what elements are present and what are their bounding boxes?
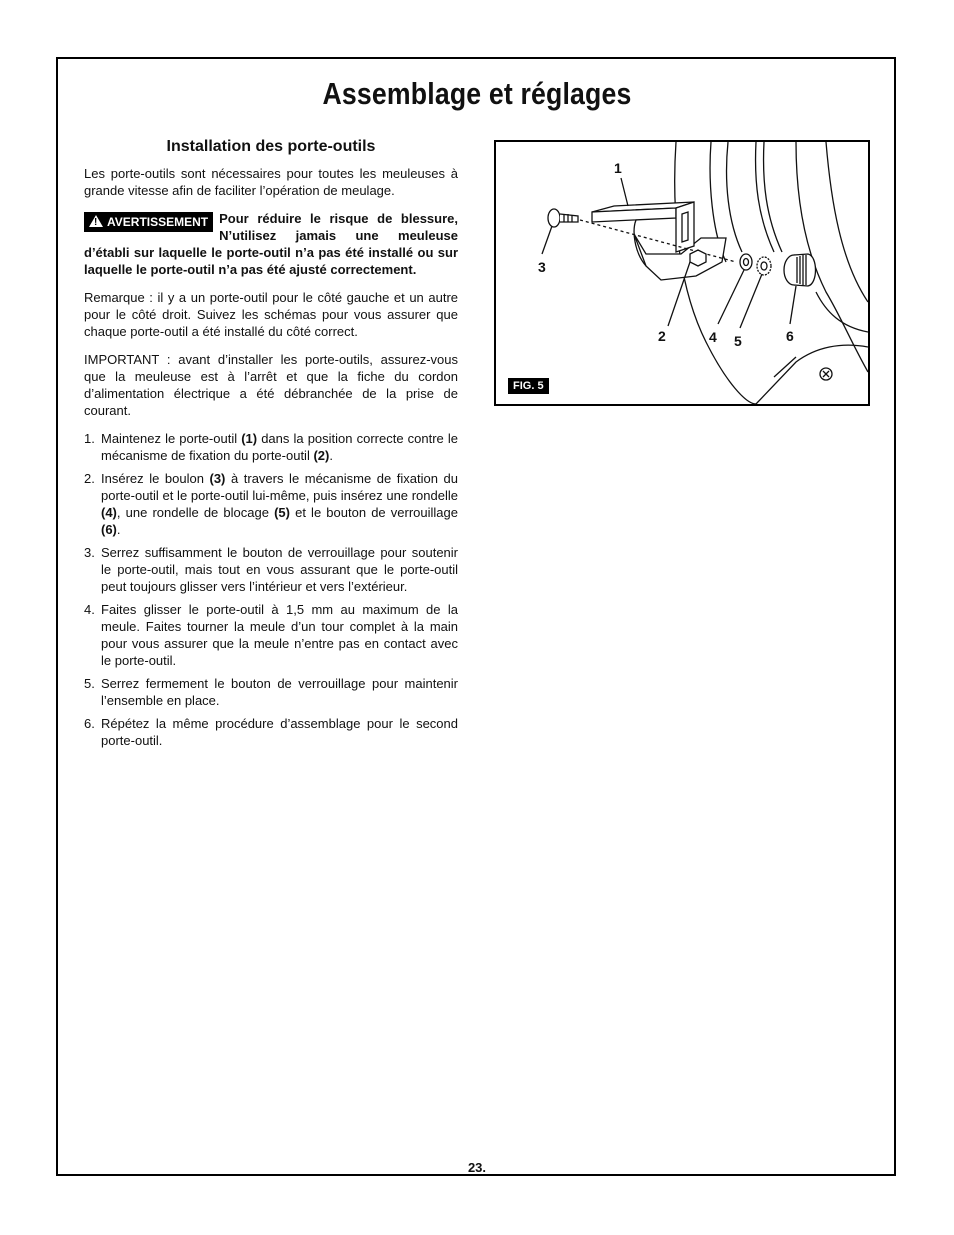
callout-2: 2 — [658, 328, 666, 344]
step-number: 3. — [84, 545, 95, 560]
callout-3: 3 — [538, 259, 546, 275]
step-text: . — [116, 522, 121, 537]
figure-label: FIG. 5 — [508, 378, 549, 394]
step-text: dans la position correcte contre le mécanisme de fixation du porte-outil — [101, 431, 458, 463]
page-number: 23. — [467, 1160, 487, 1175]
part-reference: (4) — [101, 505, 117, 520]
warning-block — [84, 210, 458, 278]
warning-badge — [84, 212, 213, 232]
warning-triangle-icon: ! — [89, 215, 103, 227]
part-reference: (5) — [274, 505, 290, 520]
step-number: 6. — [84, 716, 95, 731]
step-text: à travers le mécanisme de fixation du porte-outil et le porte-outil lui-même, puis insérez une rondelle — [101, 471, 459, 503]
step-text: . — [329, 448, 333, 463]
step-number: 4. — [84, 602, 95, 617]
step-item — [84, 715, 458, 749]
step-text: Serrez suffisamment le bouton de verrouillage pour soutenir le porte-outil, mais tout en vous assurant que le porte-outil peut toujours glisser vers l’intérieur et vers l’extérieur. — [101, 545, 458, 594]
note-paragraph: Remarque : il y a un porte-outil pour le côté gauche et un autre pour le côté droit. Suivez les schémas pour vous assurer que chaque porte-outil a été installé du côté correct. — [84, 290, 458, 339]
warning-text: Pour réduire le risque de blessure, N’utilisez jamais une meuleuse d’établi sur laquelle le porte-outil n’a pas été installé ou sur laquelle le porte-outil n’a pas été ajusté correctement. — [84, 211, 458, 277]
main-column — [84, 138, 458, 755]
step-number: 1. — [84, 431, 95, 446]
step-text: Insérez le boulon — [101, 471, 210, 486]
step-number: 5. — [84, 676, 95, 691]
part-reference: (3) — [209, 471, 226, 486]
step-item — [84, 601, 458, 669]
part-reference: (6) — [101, 522, 117, 537]
page-title: Assemblage et réglages — [322, 76, 632, 111]
section-heading: Installation des porte-outils — [166, 138, 376, 155]
step-text: Faites glisser le porte-outil à 1,5 mm au maximum de la meule. Faites tourner la meule d’un tour complet à la main pour vous assurer que la meule n’entre pas en contact avec le porte-outil. — [101, 602, 458, 668]
step-text: et le bouton de verrouillage — [289, 505, 458, 520]
important-paragraph: IMPORTANT : avant d’installer les porte-outils, assurez-vous que la meuleuse est à l’arrêt et que la fiche du cordon d’alimentation électrique a été débranchée de la prise de courant. — [84, 352, 458, 418]
step-item — [84, 544, 458, 595]
warning-badge-label: AVERTISSEMENT — [107, 215, 209, 229]
step-number: 2. — [84, 471, 95, 486]
step-item — [84, 675, 458, 709]
step-item — [84, 430, 458, 464]
callout-4: 4 — [709, 329, 717, 345]
intro-paragraph: Les porte-outils sont nécessaires pour toutes les meuleuses à grande vitesse afin de faciliter l’opération de meulage. — [84, 166, 458, 198]
part-reference: (1) — [241, 431, 258, 446]
callout-6: 6 — [786, 328, 794, 344]
callout-5: 5 — [734, 333, 742, 349]
step-text: Maintenez le porte-outil — [101, 431, 242, 446]
step-item — [84, 470, 458, 538]
step-text: Répétez la même procédure d’assemblage pour le second porte-outil. — [101, 716, 458, 748]
part-reference: (2) — [313, 448, 330, 463]
step-text: Serrez fermement le bouton de verrouillage pour maintenir l’ensemble en place. — [101, 676, 458, 708]
steps-list — [84, 430, 458, 749]
callout-1: 1 — [614, 160, 622, 176]
tool-rest-illustration — [496, 142, 868, 404]
figure-5 — [494, 140, 870, 406]
step-text: , une rondelle de blocage — [116, 505, 275, 520]
